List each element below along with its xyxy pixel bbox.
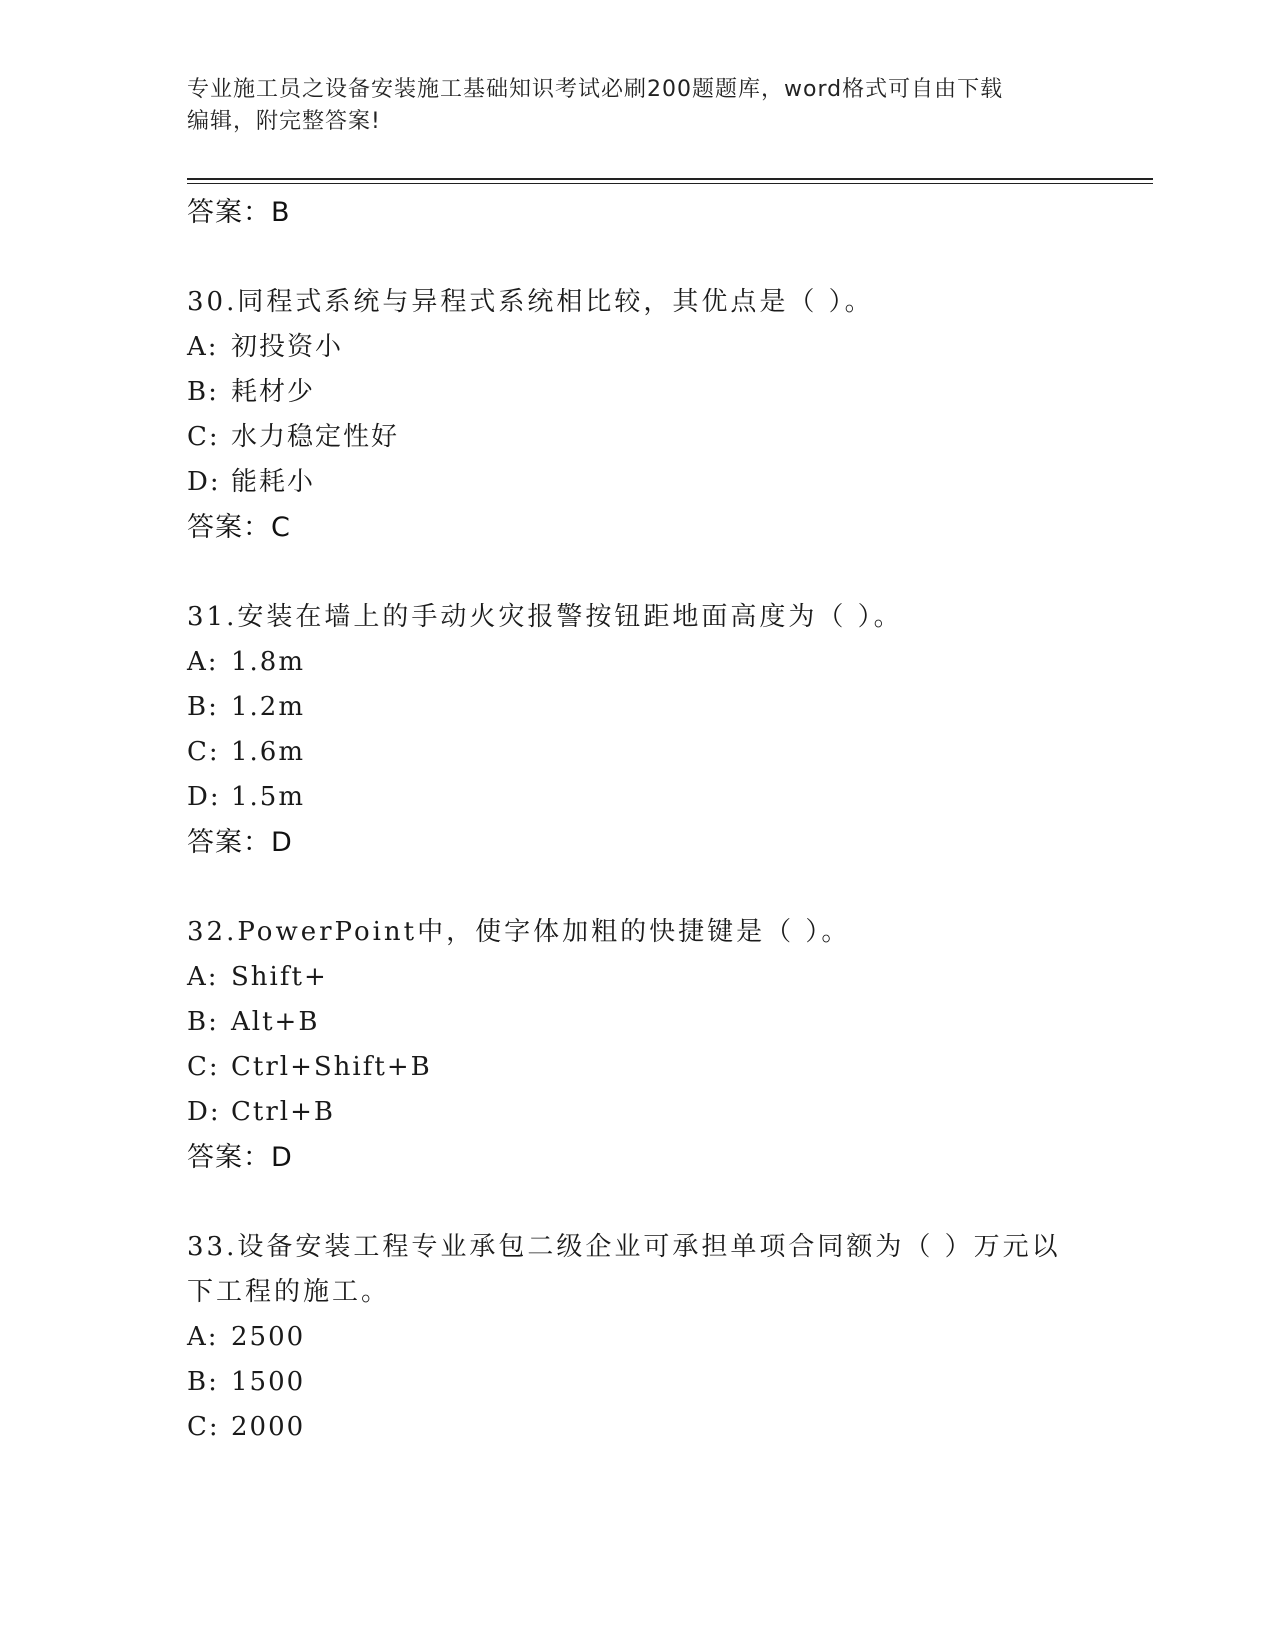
answer: 答案：D	[187, 1142, 293, 1173]
option-letter: C:	[187, 422, 220, 452]
header-line-2: 编辑，附完整答案!	[187, 109, 381, 134]
option-text: 耗材少	[231, 377, 316, 407]
option-d	[187, 775, 1087, 820]
option-letter: A:	[187, 332, 219, 362]
option-text: Shift+	[231, 962, 328, 992]
option-letter: D:	[187, 467, 221, 497]
option-text: 1.2m	[231, 692, 306, 722]
answer: 答案：D	[187, 827, 293, 858]
question-text: 31.安装在墙上的手动火灾报警按钮距地面高度为（ ）。	[187, 602, 903, 632]
question-32	[187, 910, 1087, 1181]
question-text: 33.设备安装工程专业承包二级企业可承担单项合同额为（ ）万元以下工程的施工。	[187, 1232, 1061, 1307]
option-a	[187, 640, 1087, 685]
option-letter: D:	[187, 1097, 221, 1127]
option-letter: B:	[187, 1367, 219, 1397]
option-text: Alt+B	[231, 1007, 320, 1037]
option-text: Ctrl+B	[231, 1097, 335, 1127]
option-text: 2500	[231, 1322, 306, 1352]
option-text: 1.8m	[231, 647, 306, 677]
option-d	[187, 1090, 1087, 1135]
header-rule-thin	[187, 183, 1153, 184]
option-b	[187, 1360, 1087, 1405]
option-text: 2000	[231, 1412, 306, 1442]
option-letter: C:	[187, 1052, 220, 1082]
option-letter: C:	[187, 737, 220, 767]
option-letter: A:	[187, 1322, 219, 1352]
header-line-1: 专业施工员之设备安装施工基础知识考试必刷200题题库，word格式可自由下载	[187, 77, 1004, 102]
option-letter: B:	[187, 1007, 219, 1037]
option-c	[187, 730, 1087, 775]
previous-answer: 答案：B	[187, 197, 291, 228]
option-letter: B:	[187, 377, 219, 407]
option-a	[187, 955, 1087, 1000]
option-c	[187, 1405, 1087, 1450]
option-b	[187, 1000, 1087, 1045]
question-text: 30.同程式系统与异程式系统相比较，其优点是（ ）。	[187, 287, 874, 317]
option-letter: A:	[187, 647, 219, 677]
question-list	[187, 190, 1087, 1450]
option-a	[187, 325, 1087, 370]
option-text: Ctrl+Shift+B	[231, 1052, 432, 1082]
option-c	[187, 1045, 1087, 1090]
option-b	[187, 370, 1087, 415]
question-30	[187, 280, 1087, 551]
option-letter: C:	[187, 1412, 220, 1442]
option-text: 1.5m	[231, 782, 306, 812]
option-letter: B:	[187, 692, 219, 722]
option-d	[187, 460, 1087, 505]
question-31	[187, 595, 1087, 866]
document-header	[187, 74, 1087, 138]
option-text: 能耗小	[231, 467, 316, 497]
question-33	[187, 1225, 1087, 1450]
option-letter: D:	[187, 782, 221, 812]
option-text: 水力稳定性好	[231, 422, 400, 452]
question-text: 32.PowerPoint中，使字体加粗的快捷键是（ ）。	[187, 917, 851, 947]
option-text: 初投资小	[231, 332, 344, 362]
option-a	[187, 1315, 1087, 1360]
option-c	[187, 415, 1087, 460]
option-letter: A:	[187, 962, 219, 992]
option-text: 1.6m	[231, 737, 306, 767]
option-text: 1500	[231, 1367, 306, 1397]
header-rule-thick	[187, 178, 1153, 180]
answer: 答案：C	[187, 512, 291, 543]
option-b	[187, 685, 1087, 730]
